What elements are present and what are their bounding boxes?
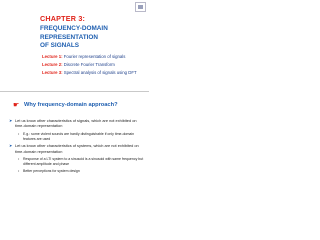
- lecture-list: [42, 53, 148, 78]
- chapter-label: CHAPTER 3:: [40, 14, 86, 23]
- pointer-hand-icon: ☛: [13, 102, 20, 109]
- chapter-title-line1: FREQUENCY-DOMAIN REPRESENTATION: [40, 25, 108, 41]
- lecture-title: Fourier representation of signals: [62, 54, 126, 59]
- bullet-text: Let us know other characteristics of signals, which are not exhibited on time-domain representation: [15, 118, 137, 129]
- bullet-point: [9, 143, 145, 154]
- lecture-item: [42, 53, 148, 61]
- sub-bullet-text: Response of a LTI system to a sinusoid is a sinusoid with same frequency but different amplitude and phase: [23, 157, 144, 167]
- bullet-arrow-icon: ➤: [9, 143, 13, 149]
- lecture-item: [42, 61, 148, 69]
- sub-bullet: [9, 157, 145, 167]
- lecture-number: Lecture 1:: [42, 54, 63, 59]
- chapter-title: [40, 25, 146, 51]
- lecture-title: Discrete Fourier Transform: [62, 62, 115, 68]
- bullet-text: Let us know other characteristics of systems, which are not exhibited on time-domain representation: [15, 143, 139, 154]
- sub-bullet: [9, 132, 145, 142]
- slide-body: [9, 118, 145, 176]
- lecture-title: Spectral analysis of signals using DFT: [62, 70, 137, 76]
- sub-bullet-dot-icon: •: [18, 157, 20, 162]
- bullet-arrow-icon: ➤: [9, 118, 13, 123]
- sub-bullet-dot-icon: •: [18, 168, 20, 173]
- lecture-item: [42, 69, 148, 77]
- title-slide: [0, 0, 149, 92]
- bullet-point: [9, 118, 145, 129]
- content-slide: [0, 93, 149, 198]
- lecture-number: Lecture 2:: [42, 62, 63, 68]
- sub-bullet: [9, 169, 145, 174]
- university-logo-icon: [135, 2, 146, 12]
- lecture-number: Lecture 3:: [42, 70, 63, 76]
- sub-bullet-text: E.g.: some violent sounds are hardly distinguishable if only time-domain features are used: [23, 131, 135, 141]
- chapter-title-line2: OF SIGNALS: [40, 42, 80, 50]
- slide-heading: [13, 101, 149, 112]
- sub-bullet-dot-icon: •: [18, 131, 20, 136]
- slide-heading-text: Why frequency-domain approach?: [24, 102, 118, 108]
- sub-bullet-text: Better perceptions for system design: [23, 168, 80, 173]
